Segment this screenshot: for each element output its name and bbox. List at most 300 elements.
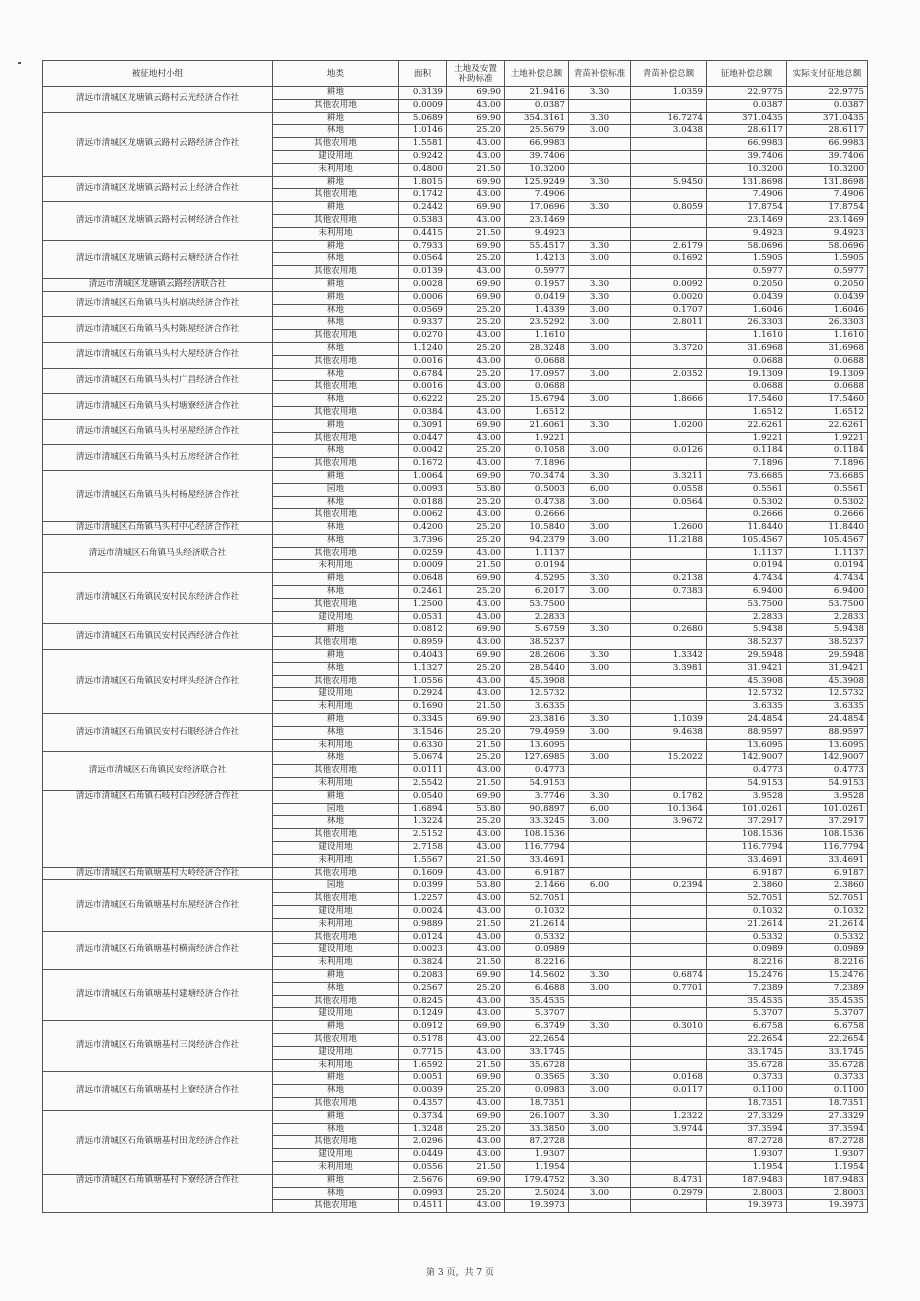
land-compensation-total-cell: 108.1536 — [505, 829, 569, 842]
area-cell: 0.0023 — [399, 944, 447, 957]
land-type-cell: 其他农用地 — [273, 637, 399, 650]
area-cell: 0.2567 — [399, 982, 447, 995]
actual-paid-total-cell: 13.6095 — [787, 739, 868, 752]
crop-standard-cell: 6.00 — [569, 880, 631, 893]
header-village-group: 被征地村小组 — [43, 61, 273, 87]
crop-standard-cell: 6.00 — [569, 483, 631, 496]
land-type-cell: 建设用地 — [273, 1008, 399, 1021]
crop-standard-cell: 3.30 — [569, 650, 631, 663]
land-type-cell: 其他农用地 — [273, 1200, 399, 1213]
area-cell: 0.0051 — [399, 1072, 447, 1085]
actual-paid-total-cell: 17.8754 — [787, 202, 868, 215]
crop-total-cell: 3.3720 — [631, 342, 707, 355]
village-group-name: 清远市清城区石角镇马头经济联合社 — [43, 534, 273, 572]
crop-total-cell — [631, 150, 707, 163]
land-compensation-total-cell: 5.3707 — [505, 1008, 569, 1021]
crop-standard-cell: 3.00 — [569, 586, 631, 599]
area-cell: 0.4800 — [399, 163, 447, 176]
crop-standard-cell: 3.00 — [569, 125, 631, 138]
actual-paid-total-cell: 6.9400 — [787, 586, 868, 599]
actual-paid-total-cell: 0.0688 — [787, 355, 868, 368]
compensation-total-cell: 3.9528 — [707, 790, 787, 803]
actual-paid-total-cell: 15.2476 — [787, 969, 868, 982]
actual-paid-total-cell: 9.4923 — [787, 227, 868, 240]
actual-paid-total-cell: 6.6758 — [787, 1021, 868, 1034]
crop-total-cell — [631, 739, 707, 752]
village-group-name: 清远市清城区石角镇马头村大屋经济合作社 — [43, 342, 273, 368]
crop-total-cell — [631, 829, 707, 842]
land-subsidy-standard-cell: 25.20 — [447, 125, 505, 138]
compensation-total-cell: 0.1032 — [707, 906, 787, 919]
land-compensation-total-cell: 9.4923 — [505, 227, 569, 240]
area-cell: 0.9242 — [399, 150, 447, 163]
compensation-total-cell: 0.5302 — [707, 496, 787, 509]
land-type-cell: 其他农用地 — [273, 99, 399, 112]
village-group-name: 清远市清城区龙塘镇云路村云树经济合作社 — [43, 202, 273, 240]
table-row — [43, 752, 868, 765]
compensation-total-cell: 6.9400 — [707, 586, 787, 599]
actual-paid-total-cell: 21.2614 — [787, 918, 868, 931]
crop-total-cell: 1.0200 — [631, 419, 707, 432]
crop-total-cell — [631, 509, 707, 522]
crop-standard-cell: 3.00 — [569, 496, 631, 509]
crop-total-cell — [631, 701, 707, 714]
land-subsidy-standard-cell: 21.50 — [447, 1059, 505, 1072]
compensation-total-cell: 6.6758 — [707, 1021, 787, 1034]
land-subsidy-standard-cell: 43.00 — [447, 1149, 505, 1162]
land-subsidy-standard-cell: 43.00 — [447, 509, 505, 522]
crop-total-cell — [631, 675, 707, 688]
land-subsidy-standard-cell: 43.00 — [447, 547, 505, 560]
land-subsidy-standard-cell: 43.00 — [447, 1200, 505, 1213]
crop-total-cell: 3.9672 — [631, 816, 707, 829]
compensation-total-cell: 66.9983 — [707, 138, 787, 151]
actual-paid-total-cell: 142.9007 — [787, 752, 868, 765]
land-type-cell: 未利用地 — [273, 1161, 399, 1174]
land-type-cell: 未利用地 — [273, 227, 399, 240]
area-cell: 0.5178 — [399, 1033, 447, 1046]
compensation-total-cell: 28.6117 — [707, 125, 787, 138]
crop-total-cell: 0.0020 — [631, 291, 707, 304]
land-compensation-total-cell: 125.9249 — [505, 176, 569, 189]
actual-paid-total-cell: 12.5732 — [787, 688, 868, 701]
crop-standard-cell: 3.00 — [569, 1187, 631, 1200]
crop-total-cell — [631, 906, 707, 919]
land-compensation-total-cell: 0.4738 — [505, 496, 569, 509]
crop-total-cell — [631, 957, 707, 970]
actual-paid-total-cell: 1.5905 — [787, 253, 868, 266]
land-compensation-total-cell: 1.6512 — [505, 406, 569, 419]
village-group-name: 清远市清城区石角镇民安经济联合社 — [43, 752, 273, 790]
actual-paid-total-cell: 0.0194 — [787, 560, 868, 573]
compensation-total-cell: 73.6685 — [707, 470, 787, 483]
land-type-cell: 林地 — [273, 125, 399, 138]
land-compensation-total-cell: 17.0957 — [505, 368, 569, 381]
actual-paid-total-cell: 0.0439 — [787, 291, 868, 304]
land-compensation-total-cell: 23.1469 — [505, 214, 569, 227]
land-compensation-total-cell: 66.9983 — [505, 138, 569, 151]
compensation-total-cell: 24.4854 — [707, 714, 787, 727]
land-subsidy-standard-cell: 21.50 — [447, 1161, 505, 1174]
land-subsidy-standard-cell: 69.90 — [447, 624, 505, 637]
land-subsidy-standard-cell: 43.00 — [447, 214, 505, 227]
actual-paid-total-cell: 35.4535 — [787, 995, 868, 1008]
compensation-total-cell: 0.0989 — [707, 944, 787, 957]
crop-total-cell: 0.0126 — [631, 445, 707, 458]
land-type-cell: 未利用地 — [273, 739, 399, 752]
compensation-total-cell: 31.6968 — [707, 342, 787, 355]
land-type-cell: 园地 — [273, 880, 399, 893]
land-type-cell: 耕地 — [273, 1072, 399, 1085]
compensation-total-cell: 35.4535 — [707, 995, 787, 1008]
crop-total-cell — [631, 214, 707, 227]
actual-paid-total-cell: 54.9153 — [787, 778, 868, 791]
area-cell: 0.0564 — [399, 253, 447, 266]
actual-paid-total-cell: 5.3707 — [787, 1008, 868, 1021]
area-cell: 0.1690 — [399, 701, 447, 714]
land-type-cell: 建设用地 — [273, 944, 399, 957]
area-cell: 3.1546 — [399, 726, 447, 739]
land-type-cell: 耕地 — [273, 240, 399, 253]
land-type-cell: 未利用地 — [273, 918, 399, 931]
land-compensation-total-cell: 55.4517 — [505, 240, 569, 253]
compensation-total-cell: 187.9483 — [707, 1174, 787, 1187]
village-group-name: 清远市清城区龙塘镇云路村云光经济合作社 — [43, 87, 273, 113]
land-subsidy-standard-cell: 25.20 — [447, 1123, 505, 1136]
actual-paid-total-cell: 45.3908 — [787, 675, 868, 688]
land-subsidy-standard-cell: 69.90 — [447, 714, 505, 727]
land-type-cell: 未利用地 — [273, 1059, 399, 1072]
land-type-cell: 林地 — [273, 304, 399, 317]
crop-standard-cell — [569, 931, 631, 944]
land-subsidy-standard-cell: 25.20 — [447, 586, 505, 599]
header-land-subsidy-standard: 土地及安置补助标准 — [447, 61, 505, 87]
area-cell: 1.0146 — [399, 125, 447, 138]
land-compensation-total-cell: 0.5003 — [505, 483, 569, 496]
land-type-cell: 耕地 — [273, 291, 399, 304]
land-subsidy-standard-cell: 69.90 — [447, 1174, 505, 1187]
area-cell: 0.0024 — [399, 906, 447, 919]
land-subsidy-standard-cell: 21.50 — [447, 701, 505, 714]
land-type-cell: 耕地 — [273, 87, 399, 100]
compensation-total-cell: 1.1137 — [707, 547, 787, 560]
crop-total-cell: 1.2322 — [631, 1110, 707, 1123]
land-subsidy-standard-cell: 43.00 — [447, 637, 505, 650]
crop-total-cell — [631, 995, 707, 1008]
crop-standard-cell — [569, 637, 631, 650]
crop-standard-cell — [569, 918, 631, 931]
area-cell: 0.4511 — [399, 1200, 447, 1213]
area-cell: 0.0447 — [399, 432, 447, 445]
land-subsidy-standard-cell: 25.20 — [447, 1085, 505, 1098]
actual-paid-total-cell: 0.1184 — [787, 445, 868, 458]
land-compensation-total-cell: 7.1896 — [505, 458, 569, 471]
land-subsidy-standard-cell: 43.00 — [447, 138, 505, 151]
area-cell: 1.2257 — [399, 893, 447, 906]
crop-total-cell — [631, 1161, 707, 1174]
area-cell: 2.0296 — [399, 1136, 447, 1149]
land-compensation-total-cell: 2.2833 — [505, 611, 569, 624]
crop-total-cell: 0.2979 — [631, 1187, 707, 1200]
land-type-cell: 其他农用地 — [273, 355, 399, 368]
land-subsidy-standard-cell: 25.20 — [447, 1187, 505, 1200]
crop-standard-cell — [569, 189, 631, 202]
village-group-name: 清远市清城区石角镇塘基村田龙经济合作社 — [43, 1110, 273, 1174]
crop-total-cell — [631, 138, 707, 151]
crop-standard-cell: 3.30 — [569, 1110, 631, 1123]
crop-total-cell: 3.0438 — [631, 125, 707, 138]
area-cell: 0.0270 — [399, 330, 447, 343]
land-subsidy-standard-cell: 69.90 — [447, 1072, 505, 1085]
crop-standard-cell: 3.30 — [569, 278, 631, 291]
land-subsidy-standard-cell: 25.20 — [447, 304, 505, 317]
land-subsidy-standard-cell: 43.00 — [447, 1097, 505, 1110]
actual-paid-total-cell: 1.6512 — [787, 406, 868, 419]
actual-paid-total-cell: 87.2728 — [787, 1136, 868, 1149]
area-cell: 0.3139 — [399, 87, 447, 100]
crop-total-cell: 0.1692 — [631, 253, 707, 266]
land-subsidy-standard-cell: 43.00 — [447, 432, 505, 445]
area-cell: 0.0009 — [399, 560, 447, 573]
land-type-cell: 林地 — [273, 726, 399, 739]
actual-paid-total-cell: 7.2389 — [787, 982, 868, 995]
land-subsidy-standard-cell: 69.90 — [447, 650, 505, 663]
compensation-total-cell: 0.1100 — [707, 1085, 787, 1098]
village-group-name: 清远市清城区石角镇塘基村东屋经济合作社 — [43, 880, 273, 931]
land-subsidy-standard-cell: 69.90 — [447, 240, 505, 253]
village-group-name: 清远市清城区石角镇塘基村下寮经济合作社 — [43, 1174, 273, 1212]
crop-total-cell: 0.7383 — [631, 586, 707, 599]
land-compensation-total-cell: 1.1137 — [505, 547, 569, 560]
village-group-name: 清远市清城区石角镇塘基村建塘经济合作社 — [43, 969, 273, 1020]
crop-standard-cell — [569, 842, 631, 855]
land-subsidy-standard-cell: 43.00 — [447, 842, 505, 855]
land-compensation-total-cell: 5.6759 — [505, 624, 569, 637]
compensation-total-cell: 8.2216 — [707, 957, 787, 970]
crop-standard-cell — [569, 675, 631, 688]
land-compensation-total-cell: 3.6335 — [505, 701, 569, 714]
land-type-cell: 未利用地 — [273, 854, 399, 867]
crop-standard-cell — [569, 867, 631, 880]
crop-standard-cell — [569, 163, 631, 176]
land-subsidy-standard-cell: 43.00 — [447, 765, 505, 778]
land-compensation-total-cell: 2.1466 — [505, 880, 569, 893]
actual-paid-total-cell: 0.1100 — [787, 1085, 868, 1098]
land-compensation-total-cell: 0.0989 — [505, 944, 569, 957]
land-subsidy-standard-cell: 43.00 — [447, 906, 505, 919]
land-type-cell: 耕地 — [273, 714, 399, 727]
land-compensation-total-cell: 39.7406 — [505, 150, 569, 163]
compensation-total-cell: 23.1469 — [707, 214, 787, 227]
area-cell: 5.0674 — [399, 752, 447, 765]
land-type-cell: 其他农用地 — [273, 829, 399, 842]
crop-standard-cell: 3.00 — [569, 317, 631, 330]
crop-total-cell: 0.2680 — [631, 624, 707, 637]
land-subsidy-standard-cell: 25.20 — [447, 726, 505, 739]
crop-standard-cell — [569, 957, 631, 970]
compensation-total-cell: 19.1309 — [707, 368, 787, 381]
crop-standard-cell — [569, 739, 631, 752]
land-compensation-total-cell: 6.3749 — [505, 1021, 569, 1034]
land-type-cell: 其他农用地 — [273, 1097, 399, 1110]
crop-total-cell — [631, 1059, 707, 1072]
crop-total-cell — [631, 765, 707, 778]
actual-paid-total-cell: 2.2833 — [787, 611, 868, 624]
compensation-total-cell: 0.4773 — [707, 765, 787, 778]
land-type-cell: 其他农用地 — [273, 381, 399, 394]
land-compensation-total-cell: 90.8897 — [505, 803, 569, 816]
compensation-total-cell: 10.3200 — [707, 163, 787, 176]
village-group-name: 清远市清城区石角镇石岐村白沙经济合作社 — [43, 790, 273, 867]
land-subsidy-standard-cell: 69.90 — [447, 419, 505, 432]
village-group-name: 清远市清城区石角镇塘基村三岗经济合作社 — [43, 1021, 273, 1072]
crop-standard-cell — [569, 1136, 631, 1149]
compensation-total-cell: 105.4567 — [707, 534, 787, 547]
land-compensation-total-cell: 33.4691 — [505, 854, 569, 867]
land-compensation-total-cell: 0.2666 — [505, 509, 569, 522]
crop-standard-cell — [569, 138, 631, 151]
actual-paid-total-cell: 187.9483 — [787, 1174, 868, 1187]
crop-total-cell — [631, 842, 707, 855]
crop-standard-cell — [569, 598, 631, 611]
land-compensation-total-cell: 8.2216 — [505, 957, 569, 970]
land-subsidy-standard-cell: 43.00 — [447, 355, 505, 368]
area-cell: 0.0912 — [399, 1021, 447, 1034]
area-cell: 0.2461 — [399, 586, 447, 599]
table-row — [43, 969, 868, 982]
table-body — [43, 87, 868, 1213]
compensation-total-cell: 0.0439 — [707, 291, 787, 304]
land-subsidy-standard-cell: 25.20 — [447, 394, 505, 407]
compensation-total-cell: 1.9221 — [707, 432, 787, 445]
land-compensation-total-cell: 2.5024 — [505, 1187, 569, 1200]
area-cell: 0.0993 — [399, 1187, 447, 1200]
area-cell: 0.4043 — [399, 650, 447, 663]
crop-standard-cell: 3.00 — [569, 1085, 631, 1098]
land-type-cell: 耕地 — [273, 1174, 399, 1187]
compensation-total-cell: 0.5332 — [707, 931, 787, 944]
crop-standard-cell: 3.00 — [569, 1123, 631, 1136]
land-compensation-total-cell: 1.4213 — [505, 253, 569, 266]
crop-standard-cell — [569, 330, 631, 343]
land-type-cell: 其他农用地 — [273, 330, 399, 343]
actual-paid-total-cell: 22.6261 — [787, 419, 868, 432]
land-compensation-total-cell: 0.3565 — [505, 1072, 569, 1085]
land-compensation-total-cell: 94.2379 — [505, 534, 569, 547]
compensation-total-cell: 26.3303 — [707, 317, 787, 330]
actual-paid-total-cell: 8.2216 — [787, 957, 868, 970]
crop-total-cell: 1.1039 — [631, 714, 707, 727]
compensation-total-cell: 88.9597 — [707, 726, 787, 739]
land-type-cell: 其他农用地 — [273, 867, 399, 880]
land-subsidy-standard-cell: 43.00 — [447, 1008, 505, 1021]
area-cell: 1.8015 — [399, 176, 447, 189]
crop-standard-cell — [569, 266, 631, 279]
scan-speck — [18, 62, 21, 64]
crop-standard-cell: 3.30 — [569, 112, 631, 125]
land-compensation-total-cell: 0.0688 — [505, 355, 569, 368]
village-group-name: 清远市清城区龙塘镇云路村云路经济合作社 — [43, 112, 273, 176]
actual-paid-total-cell: 0.2666 — [787, 509, 868, 522]
area-cell: 0.2083 — [399, 969, 447, 982]
area-cell: 0.0062 — [399, 509, 447, 522]
crop-standard-cell — [569, 1097, 631, 1110]
land-type-cell: 其他农用地 — [273, 598, 399, 611]
land-type-cell: 林地 — [273, 586, 399, 599]
area-cell: 0.1672 — [399, 458, 447, 471]
land-subsidy-standard-cell: 25.20 — [447, 368, 505, 381]
area-cell: 0.1742 — [399, 189, 447, 202]
land-compensation-total-cell: 54.9153 — [505, 778, 569, 791]
compensation-total-cell: 37.3594 — [707, 1123, 787, 1136]
village-group-name: 清远市清城区石角镇马头村五房经济合作社 — [43, 445, 273, 471]
header-land-compensation-total: 土地补偿总额 — [505, 61, 569, 87]
land-type-cell: 林地 — [273, 445, 399, 458]
land-compensation-total-cell: 87.2728 — [505, 1136, 569, 1149]
land-subsidy-standard-cell: 53.80 — [447, 803, 505, 816]
land-compensation-total-cell: 4.5295 — [505, 573, 569, 586]
actual-paid-total-cell: 0.5332 — [787, 931, 868, 944]
land-type-cell: 其他农用地 — [273, 547, 399, 560]
crop-total-cell — [631, 381, 707, 394]
crop-total-cell — [631, 1097, 707, 1110]
land-compensation-total-cell: 14.5602 — [505, 969, 569, 982]
village-group-name: 清远市清城区石角镇马头村广昌经济合作社 — [43, 368, 273, 394]
actual-paid-total-cell: 0.0387 — [787, 99, 868, 112]
compensation-total-cell: 52.7051 — [707, 893, 787, 906]
compensation-total-cell: 4.7434 — [707, 573, 787, 586]
land-type-cell: 其他农用地 — [273, 138, 399, 151]
land-compensation-total-cell: 23.5292 — [505, 317, 569, 330]
crop-standard-cell: 3.30 — [569, 176, 631, 189]
area-cell: 0.0188 — [399, 496, 447, 509]
actual-paid-total-cell: 35.6728 — [787, 1059, 868, 1072]
village-group-name: 清远市清城区石角镇马头村中心经济合作社 — [43, 522, 273, 535]
land-subsidy-standard-cell: 43.00 — [447, 995, 505, 1008]
crop-total-cell: 0.0092 — [631, 278, 707, 291]
compensation-total-cell: 9.4923 — [707, 227, 787, 240]
land-type-cell: 其他农用地 — [273, 406, 399, 419]
crop-total-cell — [631, 931, 707, 944]
crop-total-cell: 5.9450 — [631, 176, 707, 189]
village-group-name: 清远市清城区石角镇塘基村上寮经济合作社 — [43, 1072, 273, 1110]
land-subsidy-standard-cell: 21.50 — [447, 227, 505, 240]
compensation-total-cell: 5.3707 — [707, 1008, 787, 1021]
crop-standard-cell: 3.00 — [569, 726, 631, 739]
crop-total-cell: 10.1364 — [631, 803, 707, 816]
land-type-cell: 耕地 — [273, 419, 399, 432]
actual-paid-total-cell: 29.5948 — [787, 650, 868, 663]
actual-paid-total-cell: 371.0435 — [787, 112, 868, 125]
actual-paid-total-cell: 37.3594 — [787, 1123, 868, 1136]
land-subsidy-standard-cell: 69.90 — [447, 1110, 505, 1123]
crop-total-cell — [631, 266, 707, 279]
table-row — [43, 534, 868, 547]
crop-total-cell — [631, 918, 707, 931]
actual-paid-total-cell: 1.1954 — [787, 1161, 868, 1174]
land-subsidy-standard-cell: 43.00 — [447, 931, 505, 944]
crop-standard-cell: 3.30 — [569, 240, 631, 253]
land-compensation-total-cell: 23.3816 — [505, 714, 569, 727]
page-footer: 第 3 页，共 7 页 — [426, 1268, 494, 1278]
crop-total-cell — [631, 227, 707, 240]
crop-standard-cell: 3.00 — [569, 816, 631, 829]
area-cell: 0.3345 — [399, 714, 447, 727]
land-subsidy-standard-cell: 25.20 — [447, 982, 505, 995]
area-cell: 1.0556 — [399, 675, 447, 688]
crop-standard-cell: 3.30 — [569, 1072, 631, 1085]
table-row — [43, 291, 868, 304]
